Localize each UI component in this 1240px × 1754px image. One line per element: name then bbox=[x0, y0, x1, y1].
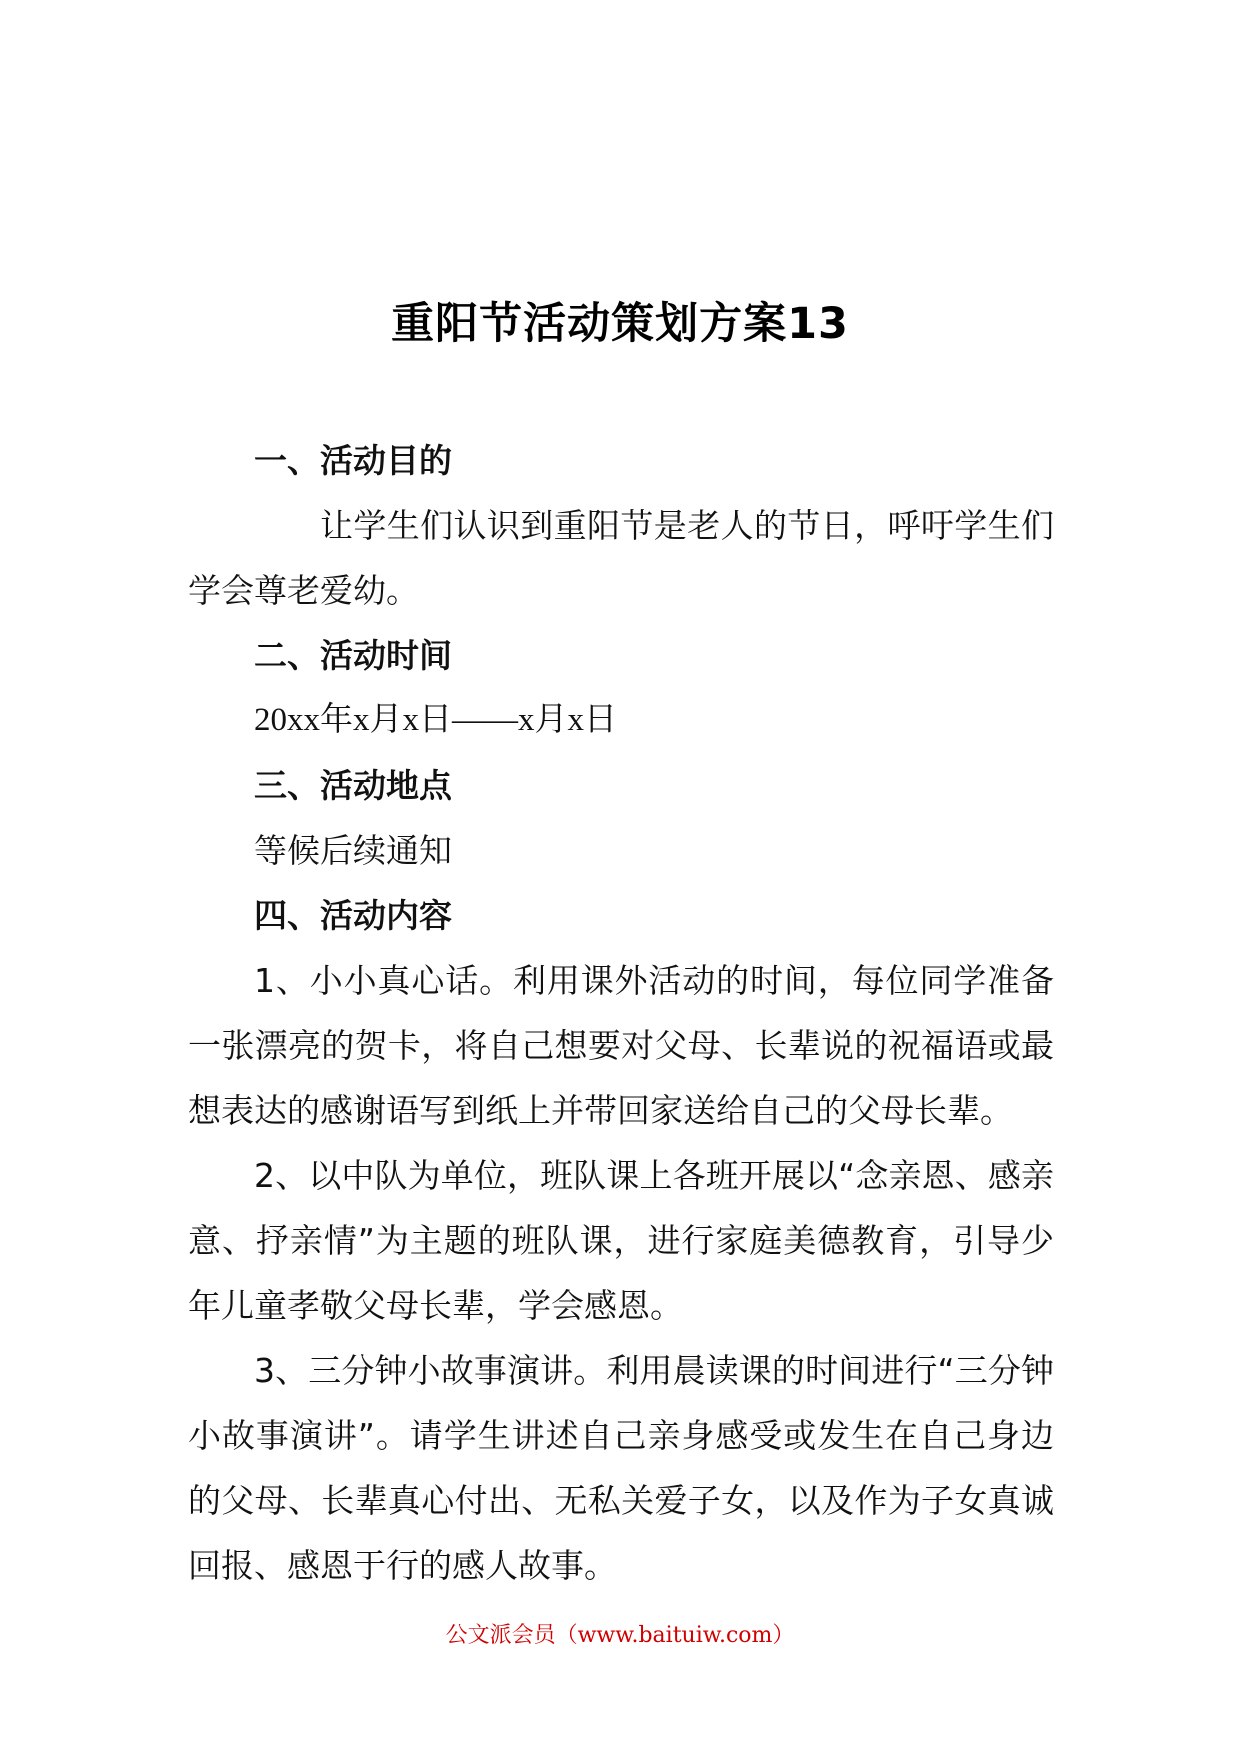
section-heading-content: 四、活动内容 bbox=[254, 896, 452, 935]
section-text-time: 20xx年x月x日——x月x日 bbox=[254, 702, 617, 738]
section-heading-time: 二、活动时间 bbox=[254, 636, 452, 675]
page-title: 重阳节活动策划方案13 bbox=[391, 299, 849, 349]
footer-watermark: 公文派会员（www.baituiw.com） bbox=[445, 1623, 795, 1648]
document-body bbox=[188, 428, 1054, 1598]
content-item-2: 2、以中队为单位，班队课上各班开展以“念亲恩、感亲意、抒亲情”为主题的班队课，进行家庭美德教育，引导少年儿童孝敬父母长辈，学会感恩。 bbox=[188, 1156, 1054, 1325]
section-heading-purpose: 一、活动目的 bbox=[254, 441, 452, 480]
content-item-1: 1、小小真心话。利用课外活动的时间，每位同学准备一张漂亮的贺卡，将自己想要对父母、长辈说的祝福语或最想表达的感谢语写到纸上并带回家送给自己的父母长辈。 bbox=[188, 961, 1054, 1130]
content-item-3: 3、三分钟小故事演讲。利用晨读课的时间进行“三分钟小故事演讲”。请学生讲述自己亲身感受或发生在自己身边的父母、长辈真心付出、无私关爱子女，以及作为子女真诚回报、感恩于行的感人故事。 bbox=[188, 1351, 1054, 1585]
section-heading-location: 三、活动地点 bbox=[254, 766, 452, 805]
section-text-location: 等候后续通知 bbox=[254, 831, 452, 870]
section-text-purpose: 让学生们认识到重阳节是老人的节日，呼吁学生们学会尊老爱幼。 bbox=[188, 506, 1054, 610]
